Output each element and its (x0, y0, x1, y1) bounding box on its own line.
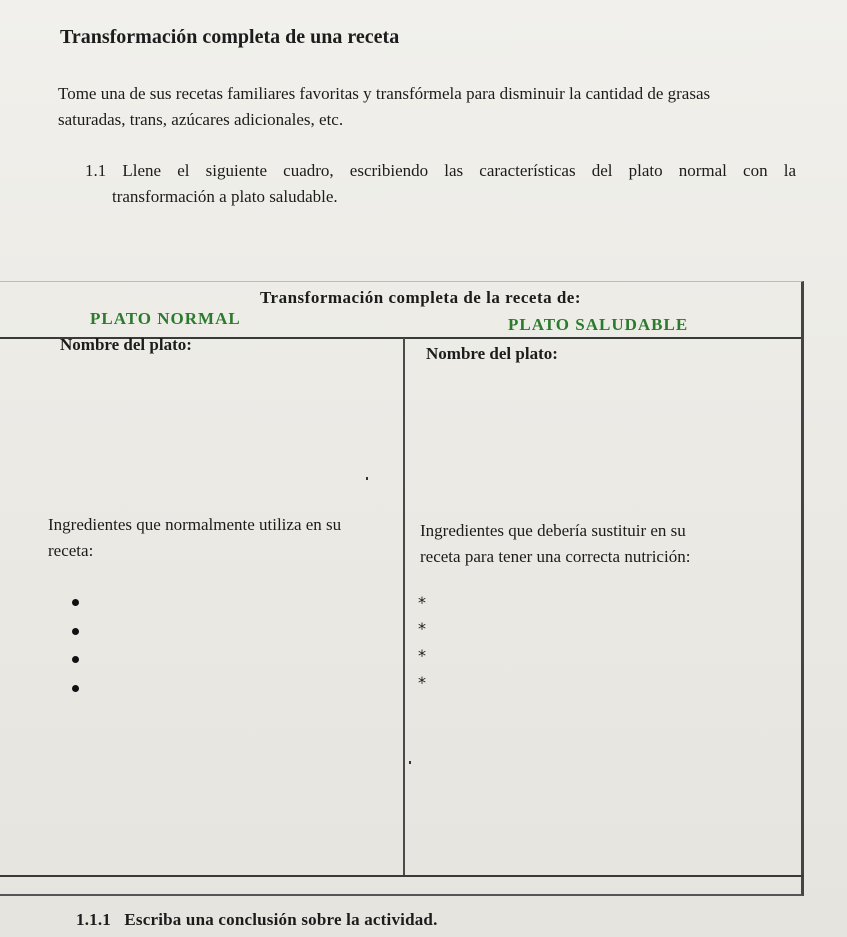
left-dish-name-label: Nombre del plato: (60, 335, 192, 354)
column-divider (403, 338, 405, 875)
left-ingredients-label-line-2: receta: (48, 541, 94, 560)
star-bullet-icon: * (418, 673, 426, 692)
conclusion-prompt: 1.1.1 Escriba una conclusión sobre la actividad. (76, 910, 438, 929)
pen-mark (366, 477, 368, 480)
right-ingredients-label-line-2: receta para tener una correcta nutrición: (420, 547, 691, 566)
pen-mark (409, 761, 411, 764)
bullet-icon (72, 656, 79, 663)
document-title: Transformación completa de una receta (60, 26, 400, 48)
recipe-table (0, 281, 804, 896)
instruction-line-2: transformación a plato saludable. (112, 187, 338, 206)
table-bottom-border (0, 875, 804, 877)
bullet-icon (72, 685, 79, 692)
left-ingredients-label-line-1: Ingredientes que normalmente utiliza en su (48, 515, 342, 534)
star-bullet-icon: * (418, 593, 426, 612)
plato-saludable-header: PLATO SALUDABLE (508, 315, 689, 334)
instruction-line-1: 1.1 Llene el siguiente cuadro, escribiendo las características del plato normal con la (85, 161, 796, 180)
intro-text-line-2: saturadas, trans, azúcares adicionales, etc. (58, 110, 344, 129)
plato-normal-header: PLATO NORMAL (90, 309, 241, 328)
star-bullet-icon: * (418, 619, 426, 638)
right-dish-name-label: Nombre del plato: (426, 344, 558, 363)
right-ingredients-label-line-1: Ingredientes que debería sustituir en su (420, 521, 686, 540)
bullet-icon (72, 599, 79, 606)
intro-text-line-1: Tome una de sus recetas familiares favoritas y transfórmela para disminuir la cantidad de grasas (58, 84, 711, 103)
table-title: Transformación completa de la receta de: (259, 288, 582, 307)
star-bullet-icon: * (418, 646, 426, 665)
bullet-icon (72, 628, 79, 635)
